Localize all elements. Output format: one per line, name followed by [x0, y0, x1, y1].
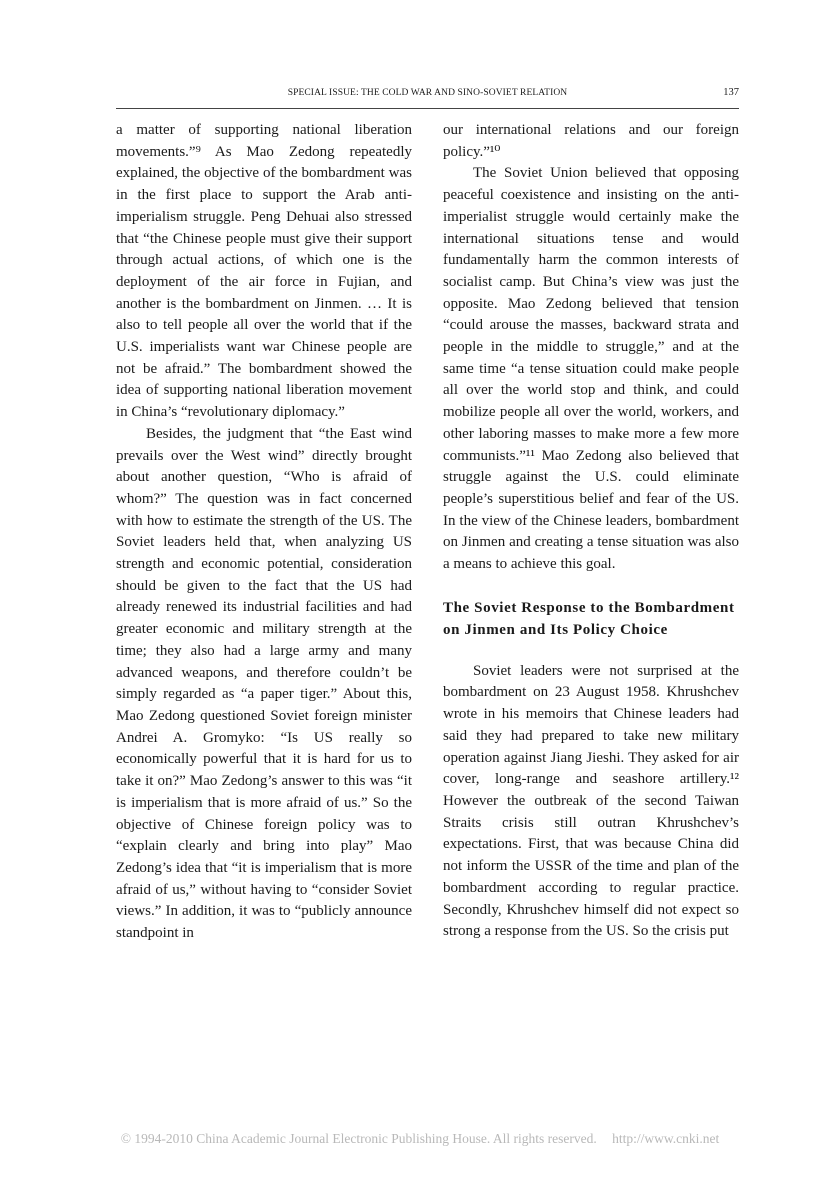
- paragraph: Besides, the judgment that “the East wind prevails over the West wind” directly brought about another question, “Who is afraid of whom?” The question was in fact concerned with how to estimate the strength of the US. The Soviet leaders held that, when analyzing US strength and economic potential, consideration should be given to the fact that the US had already renewed its industrial facilities and had greater economic and military strength at the time; they also had a large army and many advanced weapons, and therefore couldn’t be simply regarded as “a paper tiger.” About this, Mao Zedong questioned Soviet foreign minister Andrei A. Gromyko: “Is US really so economically powerful that it is hard for us to take it on?” Mao Zedong’s answer to this was “it is imperialism that is more afraid of us.” So the objective of Chinese foreign policy was to “explain clearly and bring into play” Mao Zedong’s idea that “it is imperialism that is more afraid of us,” without having to “consider Soviet views.” In addition, it was to “publicly announce standpoint in: [116, 425, 412, 942]
- left-column: [116, 120, 412, 945]
- running-title: SPECIAL ISSUE: THE COLD WAR AND SINO-SOVIET RELATION: [287, 88, 568, 98]
- page-number: 137: [723, 87, 739, 98]
- copyright-text: © 1994-2010 China Academic Journal Electronic Publishing House. All rights reserved.: [120, 1131, 597, 1146]
- paragraph: a matter of supporting national liberation movements.”⁹ As Mao Zedong repeatedly explained, the objective of the bombardment was in the first place to support the Arab anti-imperialism struggle. Peng Dehuai also stressed that “the Chinese people must give their support through actual actions, of which one is the deployment of the air force in Fujian, and another is the bombardment on Jinmen. … It is also to tell people all over the world that if the U.S. imperialists want war Chinese people are not be afraid.” The bombardment showed the idea of supporting national liberation movement in China’s “revolutionary diplomacy.”: [116, 122, 412, 421]
- copyright-footer: [0, 1131, 840, 1147]
- paragraph: The Soviet Union believed that opposing peaceful coexistence and insisting on the anti-imperialist struggle would certainly make the international situations tense and would fundamentally harm the common interests of socialist camp. But China’s view was just the opposite. Mao Zedong believed that tension “could arouse the masses, backward strata and people in the middle to struggle,” and at the same time “a tense situation could make people all over the world stop and think, and could mobilize people all over the world, workers, and other laboring masses to make more a few more communists.”¹¹ Mao Zedong also believed that struggle against the U.S. could eliminate people’s superstitious belief and fear of the US. In the view of the Chinese leaders, bombardment on Jinmen and creating a tense situation was also a means to achieve this goal.: [443, 165, 739, 573]
- footer-url[interactable]: http://www.cnki.net: [612, 1131, 720, 1146]
- right-column: [443, 120, 739, 943]
- paragraph: our international relations and our foreign policy.”¹⁰: [443, 122, 739, 160]
- paragraph: Soviet leaders were not surprised at the bombardment on 23 August 1958. Khrushchev wrote in his memoirs that Chinese leaders had said they had prepared to take new military operation against Jiang Jieshi. They asked for air cover, long-range and seashore artillery.¹² However the outbreak of the second Taiwan Straits crisis still outran Khrushchev’s expectations. First, that was because China did not inform the USSR of the time and plan of the bombardment according to regular practice. Secondly, Khrushchev himself did not expect so strong a response from the US. So the crisis put: [443, 662, 739, 940]
- running-header: [116, 86, 739, 109]
- section-heading: The Soviet Response to the Bombardment on Jinmen and Its Policy Choice: [443, 599, 735, 638]
